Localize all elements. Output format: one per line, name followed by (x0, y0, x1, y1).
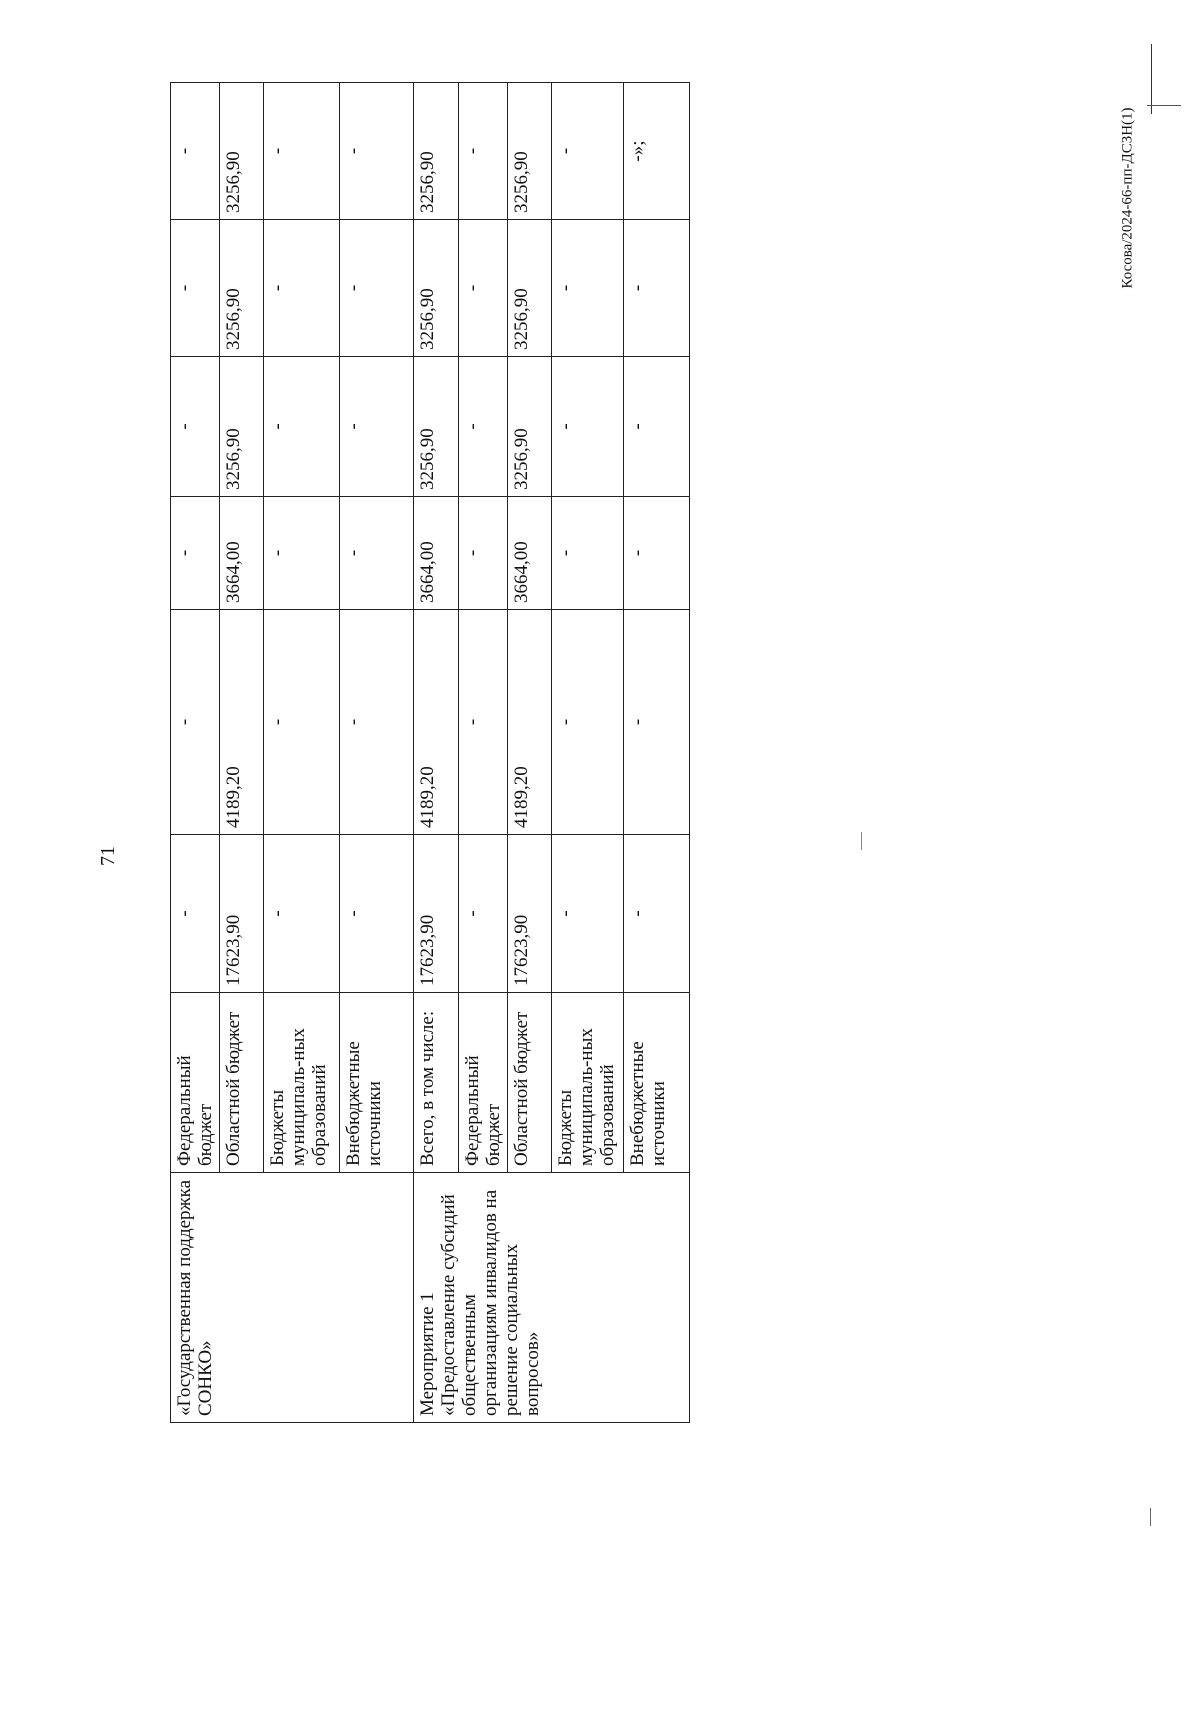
value-cell: - (624, 357, 690, 497)
scan-artifact-line (1147, 105, 1181, 106)
value-cell: 17623,90 (414, 835, 459, 993)
funding-source-cell: Всего, в том числе: (414, 993, 459, 1173)
document-code: Косова/2024-66-пп-ДСЗН(1) (1119, 107, 1136, 289)
value-cell: 4189,20 (414, 610, 459, 835)
value-cell: 3664,00 (508, 497, 552, 610)
value-cell: - (552, 497, 624, 610)
value-cell: - (264, 357, 340, 497)
value-cell: - (340, 357, 414, 497)
value-cell: - (264, 835, 340, 993)
value-cell: 3256,90 (414, 83, 459, 220)
value-cell: - (624, 220, 690, 357)
value-cell: - (171, 83, 220, 220)
budget-table (170, 82, 690, 1423)
value-cell: - (459, 83, 508, 220)
value-cell: - (459, 497, 508, 610)
value-cell: 3256,90 (508, 220, 552, 357)
page-number: 71 (97, 846, 119, 866)
value-cell: - (552, 610, 624, 835)
value-cell: - (264, 83, 340, 220)
value-cell: - (552, 83, 624, 220)
value-cell: 3256,90 (220, 83, 264, 220)
value-cell: - (624, 835, 690, 993)
funding-source-cell: Федеральный бюджет (171, 993, 220, 1173)
value-cell: - (264, 497, 340, 610)
value-cell: - (459, 357, 508, 497)
value-cell: - (552, 357, 624, 497)
value-cell: - (340, 220, 414, 357)
value-cell: 4189,20 (508, 610, 552, 835)
value-cell: - (171, 220, 220, 357)
value-cell: 3256,90 (414, 220, 459, 357)
value-cell: - (171, 357, 220, 497)
funding-source-cell: Бюджеты муниципаль-ных образований (264, 993, 340, 1173)
value-cell: - (624, 497, 690, 610)
value-cell: - (171, 610, 220, 835)
value-cell: - (264, 220, 340, 357)
value-cell: 17623,90 (220, 835, 264, 993)
funding-source-cell: Внебюджетные источники (624, 993, 690, 1173)
value-cell: - (340, 497, 414, 610)
scan-artifact-line (1150, 1508, 1151, 1526)
value-cell: -»; (624, 83, 690, 220)
value-cell: 3256,90 (220, 357, 264, 497)
value-cell: - (264, 610, 340, 835)
rotated-table-container (170, 83, 680, 1423)
funding-source-cell: Бюджеты муниципаль-ных образований (552, 993, 624, 1173)
funding-source-cell: Областной бюджет (220, 993, 264, 1173)
funding-source-cell: Федеральный бюджет (459, 993, 508, 1173)
program-name-cell: «Государственная поддержка СОНКО» (171, 1173, 414, 1423)
scan-artifact-line (1151, 44, 1152, 114)
value-cell: - (171, 497, 220, 610)
program-name-cell: Мероприятие 1 «Предоставление субсидий общественным организациям инвалидов на решение социальных вопросов» (414, 1173, 690, 1423)
value-cell: 4189,20 (220, 610, 264, 835)
value-cell: - (459, 220, 508, 357)
table-row (171, 83, 220, 1423)
value-cell: - (552, 220, 624, 357)
table-row (414, 83, 459, 1423)
value-cell: - (459, 835, 508, 993)
value-cell: 3664,00 (414, 497, 459, 610)
value-cell: - (552, 835, 624, 993)
value-cell: - (171, 835, 220, 993)
value-cell: 3256,90 (220, 220, 264, 357)
value-cell: - (459, 610, 508, 835)
value-cell: 3256,90 (508, 357, 552, 497)
value-cell: - (624, 610, 690, 835)
value-cell: 17623,90 (508, 835, 552, 993)
scan-artifact-line (861, 832, 862, 850)
value-cell: - (340, 835, 414, 993)
value-cell: 3256,90 (508, 83, 552, 220)
value-cell: 3664,00 (220, 497, 264, 610)
funding-source-cell: Областной бюджет (508, 993, 552, 1173)
value-cell: 3256,90 (414, 357, 459, 497)
table-body (171, 83, 690, 1423)
value-cell: - (340, 83, 414, 220)
value-cell: - (340, 610, 414, 835)
funding-source-cell: Внебюджетные источники (340, 993, 414, 1173)
